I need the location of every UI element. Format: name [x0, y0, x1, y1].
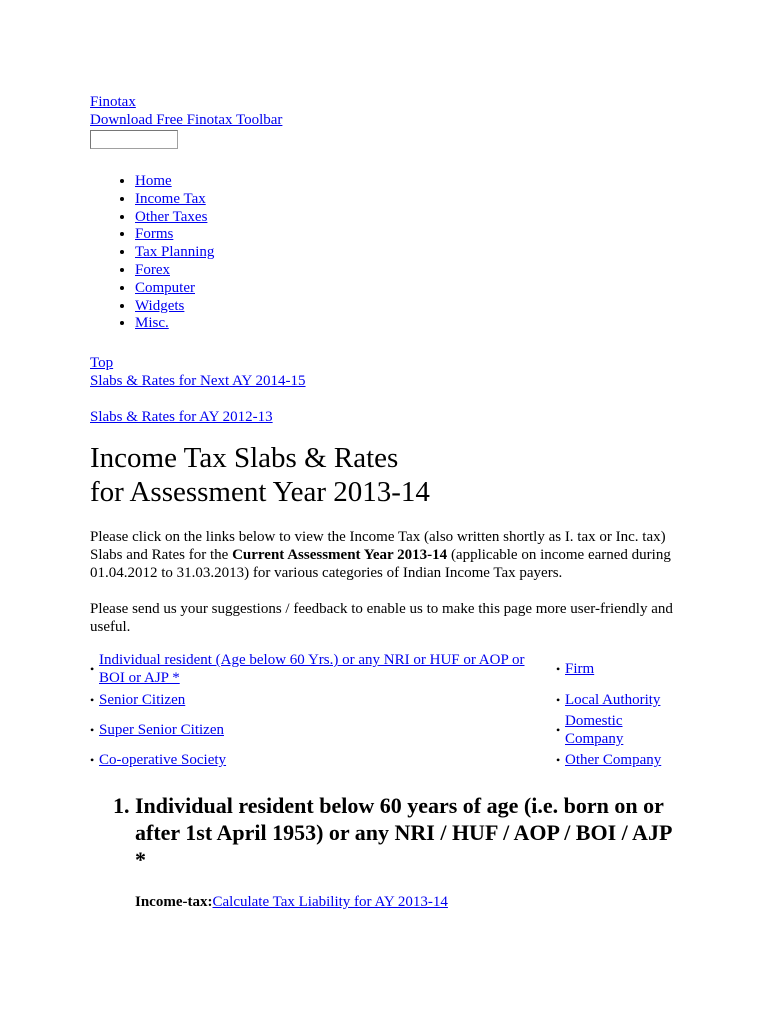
bullet-icon: • — [556, 692, 561, 707]
nav-item-tax-planning — [135, 244, 690, 262]
nav-link-home[interactable]: Home — [135, 173, 172, 189]
top-link[interactable]: Top — [90, 355, 114, 372]
sections-list — [90, 792, 690, 911]
bullet-icon: • — [556, 723, 561, 738]
category-link-other-company[interactable]: Other Company — [565, 752, 662, 769]
section-item-1 — [135, 792, 690, 911]
nav-link-other-taxes[interactable]: Other Taxes — [135, 208, 208, 225]
toolbar-download-link[interactable]: Download Free Finotax Toolbar — [90, 112, 283, 128]
intro-text-part2: (applicable on income earned during 01.04.2012 to 31.03.2013) for various categories of Indian Income Tax payers. — [90, 547, 671, 582]
nav-link-forms[interactable]: Forms — [135, 226, 174, 243]
table-row — [90, 750, 668, 770]
category-link-senior-citizen[interactable]: Senior Citizen — [99, 691, 186, 708]
site-link[interactable]: Finotax — [90, 94, 136, 110]
calculate-tax-link[interactable]: Calculate Tax Liability for AY 2013-14 — [212, 894, 448, 911]
next-ay-link[interactable]: Slabs & Rates for Next AY 2014-15 — [90, 373, 306, 390]
nav-item-income-tax — [135, 191, 690, 209]
bullet-icon: • — [90, 662, 95, 677]
category-link-firm[interactable]: Firm — [565, 661, 595, 678]
bullet-icon: • — [556, 753, 561, 768]
nav-link-tax-planning[interactable]: Tax Planning — [135, 244, 215, 261]
nav-item-other-taxes — [135, 209, 690, 227]
intro-text-part1: Please click on the links below to view the Income Tax (also written shortly as I. tax or Inc. tax) Slabs and Rates for the — [90, 529, 666, 564]
category-link-individual[interactable]: Individual resident (Age below 60 Yrs.) or any NRI or HUF or AOP or BOI or AJP * — [99, 652, 525, 687]
bullet-icon: • — [90, 692, 95, 707]
tax-label: Income-tax: — [135, 894, 213, 911]
section-heading: 1. Individual resident below 60 years of age (i.e. born on or after 1st April 1953) or any NRI / HUF / AOP / BOI / AJP * — [135, 793, 672, 873]
table-row — [90, 710, 668, 750]
intro-paragraph — [90, 528, 682, 582]
table-row — [90, 689, 668, 710]
nav-item-widgets — [135, 298, 690, 316]
category-link-super-senior-citizen[interactable]: Super Senior Citizen — [99, 722, 224, 739]
nav-link-misc[interactable]: Misc. — [135, 315, 169, 332]
bullet-icon: • — [556, 662, 561, 677]
main-nav — [90, 173, 690, 333]
quick-links — [90, 354, 690, 390]
nav-item-computer — [135, 280, 690, 298]
nav-item-home — [135, 173, 690, 191]
category-table — [90, 649, 668, 770]
tax-line — [135, 893, 690, 911]
nav-item-forms — [135, 226, 690, 244]
nav-item-misc — [135, 315, 690, 333]
category-link-local-authority[interactable]: Local Authority — [565, 691, 661, 708]
page-title — [90, 441, 690, 509]
nav-link-computer[interactable]: Computer — [135, 279, 195, 296]
bullet-icon: • — [90, 753, 95, 768]
bullet-icon: • — [90, 723, 95, 738]
intro-text-bold: Current Assessment Year 2013-14 — [232, 547, 448, 564]
header — [90, 93, 690, 149]
table-row — [90, 649, 668, 689]
nav-link-income-tax[interactable]: Income Tax — [135, 190, 206, 207]
nav-item-forex — [135, 262, 690, 280]
nav-link-forex[interactable]: Forex — [135, 261, 170, 278]
page-content — [90, 93, 690, 911]
nav-link-widgets[interactable]: Widgets — [135, 297, 185, 314]
page-title-line2: for Assessment Year 2013-14 — [90, 476, 430, 509]
page-title-line1: Income Tax Slabs & Rates — [90, 442, 399, 475]
feedback-paragraph: Please send us your suggestions / feedback to enable us to make this page more user-friendly and useful. — [90, 601, 673, 636]
search-input[interactable] — [90, 130, 178, 149]
category-link-domestic-company[interactable]: Domestic Company — [565, 713, 624, 748]
prev-ay-link[interactable]: Slabs & Rates for AY 2012-13 — [90, 409, 273, 426]
category-link-co-operative-society[interactable]: Co-operative Society — [99, 752, 227, 769]
